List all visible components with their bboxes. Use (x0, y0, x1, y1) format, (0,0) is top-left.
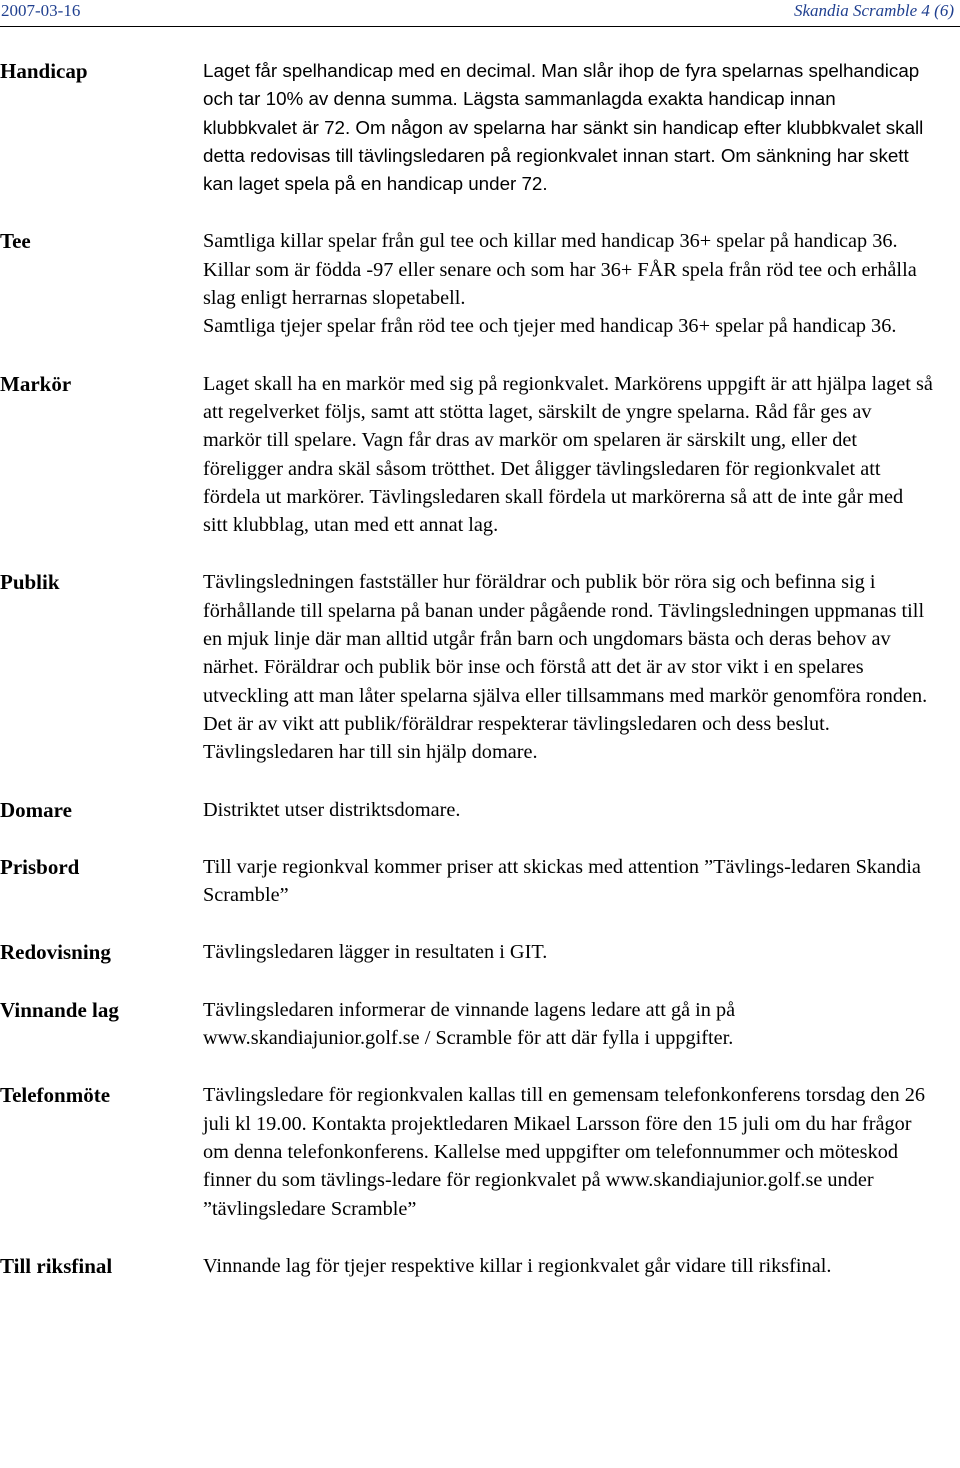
section-term: Redovisning (0, 940, 111, 965)
section-term: Handicap (0, 59, 88, 83)
page-header (0, 0, 960, 27)
section-term: Prisbord (0, 854, 80, 879)
section-domare (0, 796, 960, 824)
paragraph: Tävlingsledaren lägger in resultaten i GIT. (203, 941, 548, 964)
paragraph: Samtliga tjejer spelar från röd tee och tjejer med handicap 36+ spelar på handicap 36. (203, 315, 897, 338)
section-term: Vinnande lag (0, 997, 119, 1022)
section-term: Tee (0, 229, 31, 254)
section-term: Telefonmöte (0, 1083, 111, 1108)
section-tee (0, 227, 960, 340)
section-term: Publik (0, 570, 60, 595)
section-till-riksfinal (0, 1252, 960, 1280)
paragraph: Distriktet utser distriktsdomare. (203, 798, 461, 821)
paragraph: Laget får spelhandicap med en decimal. Man slår ihop de fyra spelarnas spelhandicap och tar 10% av denna summa. Lägsta sammanlagda exakta handicap innan klubbkvalet är 72. Om någon av spelarna har sänkt sin handicap efter klubbkvalet skall detta redovisas till tävlingsledaren på regionkvalet innan start. Om sänkning har skett kan laget spela på en handicap under 72. (203, 60, 924, 195)
section-text (203, 370, 933, 540)
section-text (203, 57, 933, 198)
paragraph: Tävlingsledningen fastställer hur föräldrar och publik bör röra sig och befinna sig i förhållande till spelarna på banan under pågående rond. Tävlingsledningen uppmanas till en mjuk linje där man alltid utgår från barn och ungdomars bästa och deras behov av närhet. Föräldrar och publik bör inse och förstå att det är av stor vikt i en spelares utveckling att man låter spelarna själva eller tillsammans med markör genomföra ronden. (203, 571, 928, 707)
paragraph: Samtliga killar spelar från gul tee och killar med handicap 36+ spelar på handicap 36. Killar som är födda -97 eller senare och som har 36+ FÅR spela från röd tee och erhålla slag enligt herrarnas slopetabell. (203, 230, 917, 310)
section-text (203, 1252, 933, 1280)
header-date: 2007-03-16 (1, 1, 81, 20)
section-text (203, 996, 933, 1053)
section-vinnande-lag (0, 996, 960, 1053)
section-term: Domare (0, 797, 72, 822)
section-text (203, 796, 933, 824)
paragraph: Till varje regionkval kommer priser att skickas med attention ”Tävlings-ledaren Skandia Scramble” (203, 855, 921, 907)
section-term: Markör (0, 371, 72, 396)
header-title: Skandia Scramble 4 (6) (793, 1, 954, 20)
paragraph: Det är av vikt att publik/föräldrar respekterar tävlingsledaren och dess beslut. Tävlingsledaren har till sin hjälp domare. (203, 712, 830, 764)
section-publik (0, 568, 960, 766)
section-handicap (0, 57, 960, 198)
section-text (203, 568, 933, 766)
section-text (203, 938, 933, 966)
paragraph: Tävlingsledaren informerar de vinnande lagens ledare att gå in på www.skandiajunior.golf.se / Scramble för att där fylla i uppgifter. (203, 998, 736, 1050)
section-prisbord (0, 853, 960, 910)
section-text (203, 1081, 933, 1222)
paragraph: Vinnande lag för tjejer respektive killar i regionkvalet går vidare till riksfinal. (203, 1254, 832, 1277)
section-text (203, 227, 933, 340)
paragraph: Tävlingsledare för regionkvalen kallas till en gemensam telefonkonferens torsdag den 26 juli kl 19.00. Kontakta projektledaren Mikael Larsson före den 15 juli om du har frågor om denna telefonkonferens. Kallelse med uppgifter om telefonnummer och möteskod finner du som tävlings-ledare för regionkvalet på www.skandiajunior.golf.se under ”tävlingsledare Scramble” (203, 1084, 925, 1220)
section-telefonmote (0, 1081, 960, 1222)
section-term: Till riksfinal (0, 1253, 113, 1278)
document-body (0, 57, 960, 1309)
section-text (203, 853, 933, 910)
paragraph: Laget skall ha en markör med sig på regionkvalet. Markörens uppgift är att hjälpa laget så att regelverket följs, samt att stötta laget, särskilt de yngre spelarna. Råd får ges av markör till spelare. Vagn får dras av markör om spelaren är särskilt ung, eller det föreligger andra skäl såsom trötthet. Det åligger tävlingsledaren för regionkvalet att fördela ut markörer. Tävlingsledaren skall fördela ut markörerna så att de inte går med sitt klubblag, utan med ett annat lag. (203, 372, 933, 537)
section-markor (0, 370, 960, 540)
section-redovisning (0, 938, 960, 966)
